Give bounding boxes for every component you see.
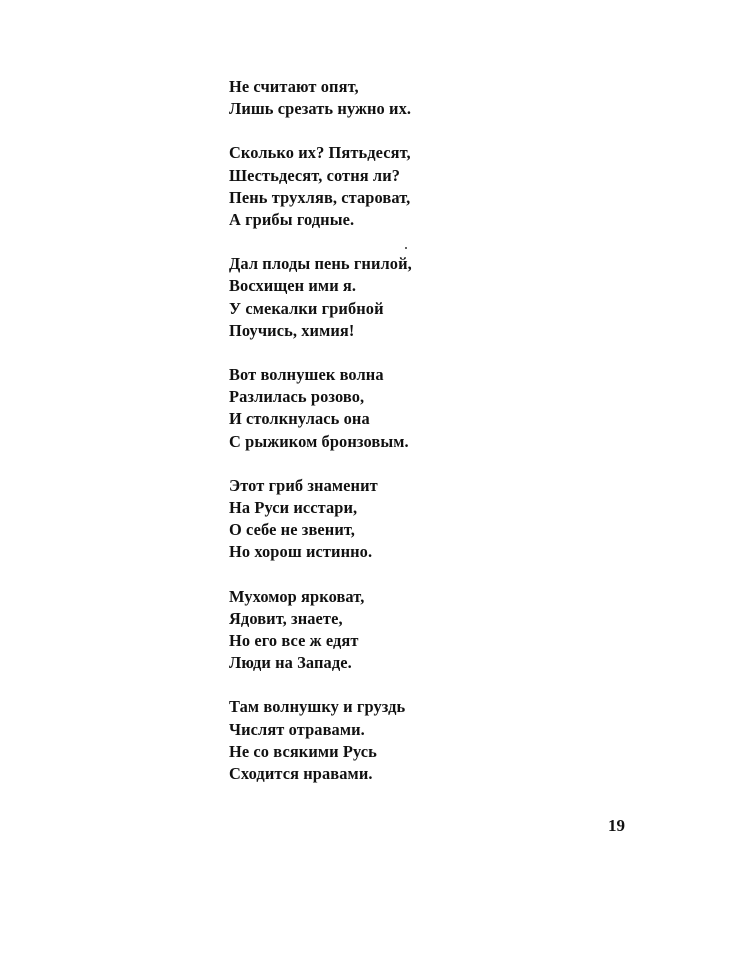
poem-line: Дал плоды пень гнилой, <box>229 254 412 274</box>
stanza-6 <box>229 586 489 675</box>
poem-line: Сколько их? Пятьдесят, <box>229 143 411 163</box>
poem-line: Но хорош истинно. <box>229 542 373 562</box>
page-number: 19 <box>608 816 625 835</box>
stanza-1 <box>229 76 489 120</box>
poem-line: Но его все ж едят <box>229 631 359 651</box>
poem-line: Пень трухляв, староват, <box>229 187 411 207</box>
stanza-2 <box>229 142 489 231</box>
print-speck <box>405 247 407 249</box>
poem-line: Ядовит, знаете, <box>229 608 343 628</box>
stanza-7 <box>229 696 489 785</box>
poem-line: Сходится нравами. <box>229 764 373 784</box>
poem-line: Люди на Западе. <box>229 653 352 673</box>
poem-line: Не считают опят, <box>229 77 359 96</box>
poem-line: Лишь срезать нужно их. <box>229 99 412 119</box>
poem-line: Разлилась розово, <box>229 387 365 407</box>
poem <box>229 76 489 807</box>
poem-line: Не со всякими Русь <box>229 741 377 761</box>
poem-line: Мухомор ярковат, <box>229 586 365 606</box>
stanza-5 <box>229 475 489 564</box>
poem-line: Шестьдесят, сотня ли? <box>229 165 401 185</box>
poem-line: Восхищен ими я. <box>229 276 357 296</box>
poem-line: Поучись, химия! <box>229 320 355 340</box>
poem-line: Этот гриб знаменит <box>229 475 378 495</box>
poem-line: А грибы годные. <box>229 210 355 230</box>
poem-line: Там волнушку и груздь <box>229 697 406 717</box>
poem-line: О себе не звенит, <box>229 520 355 540</box>
stanza-3 <box>229 253 489 342</box>
poem-line: У смекалки грибной <box>229 298 384 318</box>
poem-line: И столкнулась она <box>229 409 370 429</box>
poem-line: Числят отравами. <box>229 719 365 739</box>
poem-line: Вот волнушек волна <box>229 365 384 385</box>
poem-line: На Руси исстари, <box>229 498 358 518</box>
poem-line: С рыжиком бронзовым. <box>229 431 409 451</box>
stanza-4 <box>229 364 489 453</box>
